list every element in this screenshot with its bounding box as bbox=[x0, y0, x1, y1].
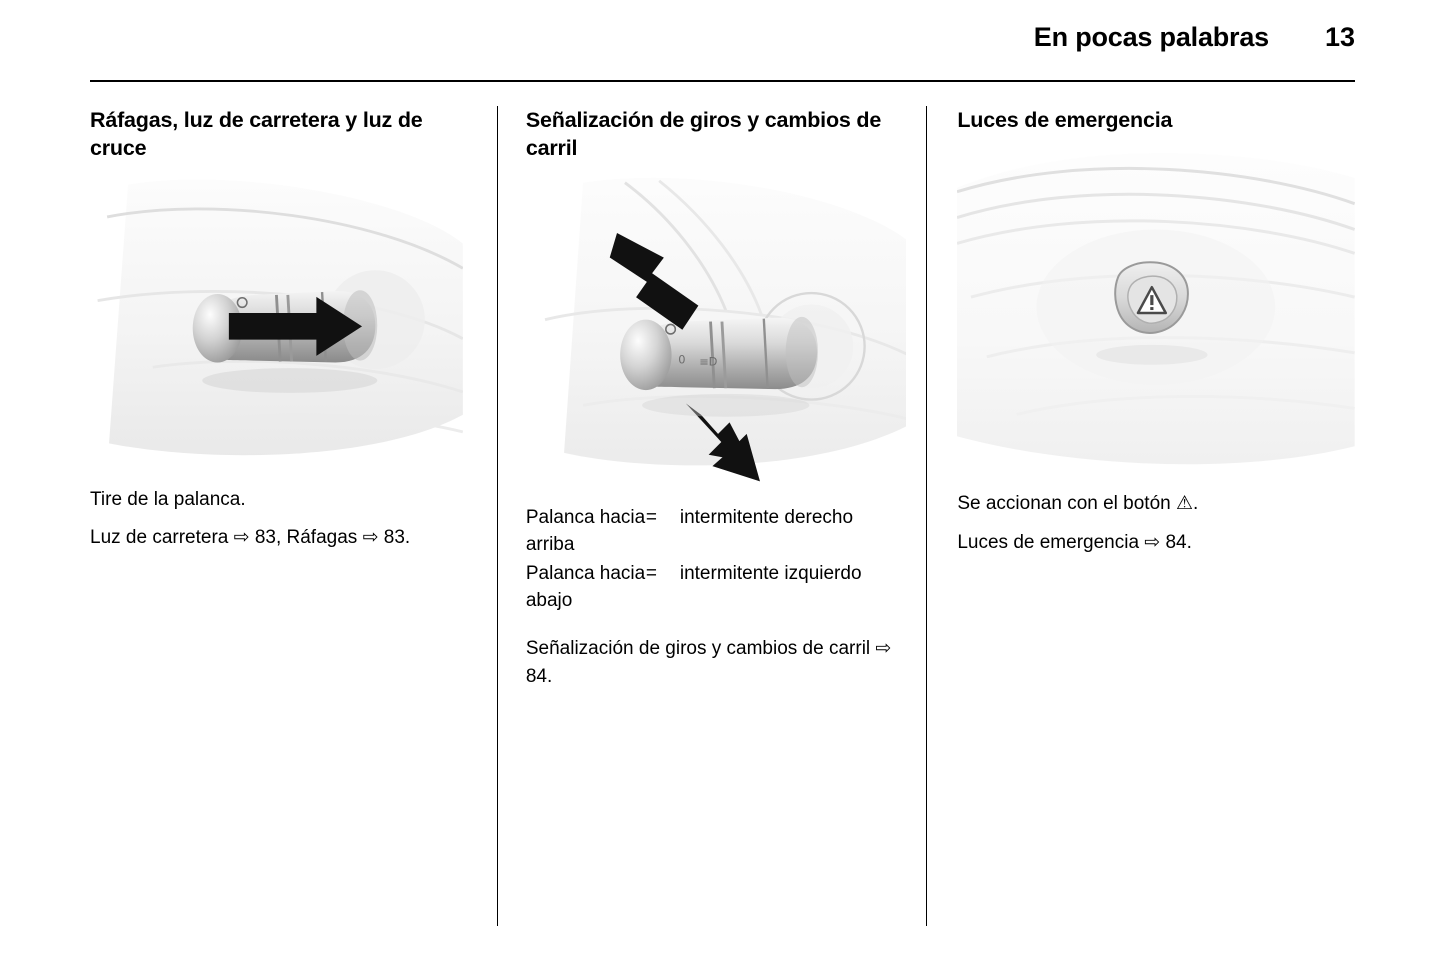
content-columns bbox=[90, 106, 1355, 926]
table-row bbox=[526, 561, 906, 617]
turn-signal-reference: Señalización de giros y cambios de carril ⇨ 84. bbox=[525, 637, 892, 687]
high-beam-instruction: Tire de la palanca. bbox=[90, 488, 246, 510]
page-number: 13 bbox=[1324, 22, 1355, 52]
figure-stalk-up-down bbox=[526, 177, 906, 491]
section-hazard-lights bbox=[926, 106, 1355, 926]
row-equals: = bbox=[645, 562, 657, 584]
figure-stalk-pull bbox=[90, 177, 463, 472]
header-divider bbox=[90, 80, 1355, 82]
row-value: intermitente derecho bbox=[679, 506, 854, 528]
figure-hazard-button bbox=[957, 148, 1355, 476]
page-title: En pocas palabras bbox=[1033, 22, 1269, 52]
row-equals: = bbox=[645, 506, 657, 528]
hazard-instruction: Se accionan con el botón ⚠. bbox=[957, 493, 1199, 515]
page-header bbox=[90, 0, 1355, 80]
row-value: intermitente izquierdo bbox=[679, 562, 862, 584]
section-title-high-beam: Ráfagas, luz de carretera y luz de cruce bbox=[90, 108, 423, 161]
high-beam-reference: Luz de carretera ⇨ 83, Ráfagas ⇨ 83. bbox=[90, 526, 411, 548]
table-row bbox=[526, 505, 906, 561]
row-key: Palanca hacia arriba bbox=[525, 506, 646, 555]
svg-text:≡D: ≡D bbox=[698, 354, 718, 369]
section-title-hazard-lights: Luces de emergencia bbox=[957, 108, 1173, 132]
section-high-beam bbox=[90, 106, 497, 926]
hazard-reference: Luces de emergencia ⇨ 84. bbox=[957, 531, 1192, 553]
section-title-turn-signals: Señalización de giros y cambios de carril bbox=[525, 108, 882, 161]
svg-text:0: 0 bbox=[678, 352, 686, 367]
section-turn-signals bbox=[497, 106, 926, 926]
row-key: Palanca hacia abajo bbox=[525, 562, 646, 611]
turn-signal-table bbox=[526, 505, 906, 617]
